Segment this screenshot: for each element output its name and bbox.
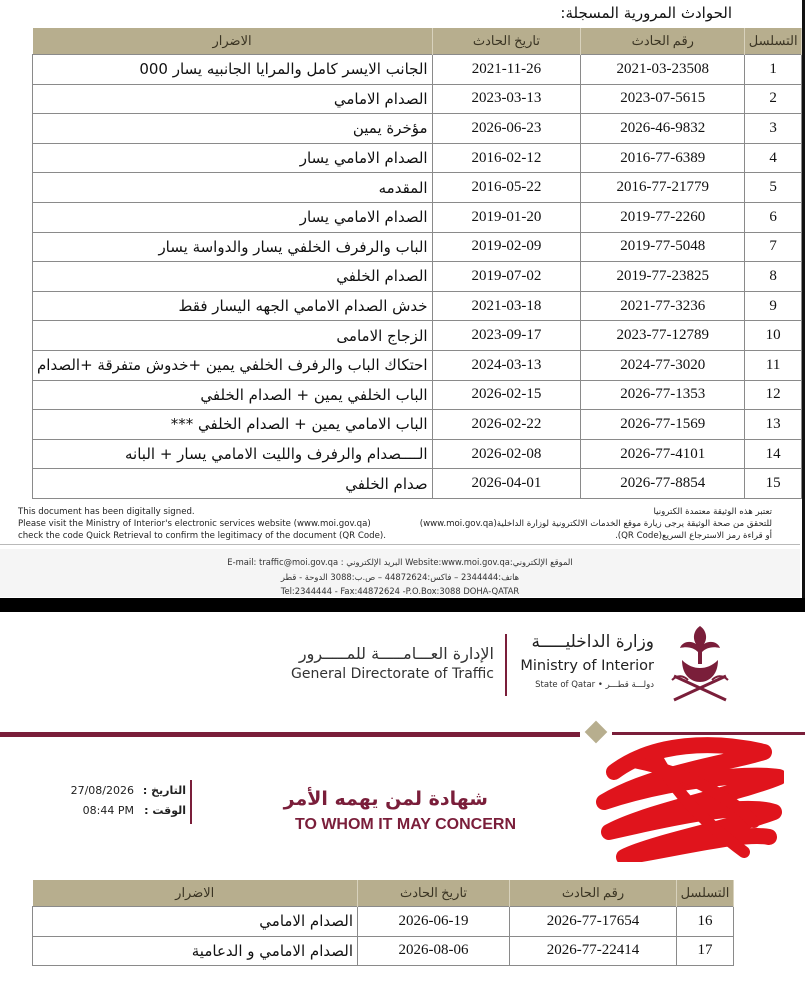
- ministry-name-en: Ministry of Interior: [520, 658, 654, 674]
- footer-en-line: check the code Quick Retrieval to confirm the legitimacy of the document (QR Code).: [18, 531, 386, 541]
- cell-date: 2019-02-09: [432, 232, 581, 262]
- table-row: [33, 907, 734, 937]
- table-row: [33, 936, 734, 966]
- table-row: [33, 232, 802, 262]
- table-header-row: [33, 880, 734, 907]
- cell-damage: الــــصدام والرفرف والليت الامامي يسار + البانه: [33, 439, 433, 469]
- date-value: 27/08/2026: [70, 784, 134, 797]
- cell-seq: 17: [677, 936, 734, 966]
- cell-seq: 4: [745, 143, 802, 173]
- document-page-2: [0, 612, 805, 1000]
- cell-accident-no: 2021-03-23508: [581, 55, 745, 85]
- cell-damage: الجانب الايسر كامل والمرايا الجانبيه يسار 000: [33, 55, 433, 85]
- footer-ar-line: تعتبر هذه الوثيقة معتمدة الكترونيا: [653, 507, 772, 517]
- redaction-scribble: [594, 732, 784, 862]
- table-row: [33, 291, 802, 321]
- col-header-seq: التسلسل: [677, 880, 734, 907]
- footer-en-line: This document has been digitally signed.: [18, 507, 195, 517]
- cell-date: 2019-01-20: [432, 202, 581, 232]
- cell-accident-no: 2026-46-9832: [581, 114, 745, 144]
- col-header-damage: الاضرار: [33, 28, 433, 55]
- table-row: [33, 84, 802, 114]
- cell-accident-no: 2019-77-5048: [581, 232, 745, 262]
- certificate-title-ar: شهادة لمن يهمه الأمر: [283, 788, 488, 810]
- cell-seq: 5: [745, 173, 802, 203]
- cell-damage: الصدام الخلفي: [33, 262, 433, 292]
- contact-line-ar: هاتف:2344444 – فاكس:44872624 – ص.ب:3088 الدوحة - قطر: [280, 572, 520, 582]
- cell-accident-no: 2016-77-21779: [581, 173, 745, 203]
- table-row: [33, 380, 802, 410]
- accidents-table-continued: [32, 880, 734, 966]
- cell-date: 2026-02-15: [432, 380, 581, 410]
- footer-ar-line: للتحقق من صحة الوثيقة يرجى زيارة موقع الخدمات الالكترونية لوزارة الداخلية(www.moi.gov.qa): [419, 519, 772, 529]
- section-heading: الحوادث المرورية المسجلة:: [560, 4, 732, 22]
- cell-date: 2026-04-01: [432, 469, 581, 499]
- cell-seq: 14: [745, 439, 802, 469]
- footer-en-line: Please visit the Ministry of Interior's electronic services website (www.moi.gov.qa): [18, 519, 371, 529]
- col-header-seq: التسلسل: [745, 28, 802, 55]
- cell-accident-no: 2023-77-12789: [581, 321, 745, 351]
- cell-damage: المقدمه: [33, 173, 433, 203]
- cell-accident-no: 2021-77-3236: [581, 291, 745, 321]
- cell-date: 2024-03-13: [432, 350, 581, 380]
- cell-seq: 10: [745, 321, 802, 351]
- footer-divider: [0, 544, 800, 545]
- table-row: [33, 173, 802, 203]
- logo-divider: [505, 634, 507, 696]
- table-header-row: [33, 28, 802, 55]
- cell-seq: 16: [677, 907, 734, 937]
- cell-damage: الباب الخلفي يمين + الصدام الخلفي: [33, 380, 433, 410]
- table-row: [33, 410, 802, 440]
- col-header-accident-no: رقم الحادث: [510, 880, 677, 907]
- table-row: [33, 469, 802, 499]
- moi-emblem-icon: [668, 620, 732, 704]
- header-rule-left: [0, 732, 580, 737]
- cell-date: 2026-06-23: [432, 114, 581, 144]
- cell-damage: الصدام الامامي: [33, 84, 433, 114]
- cell-damage: الباب والرفرف الخلفي يسار والدواسة يسار: [33, 232, 433, 262]
- directorate-name-en: General Directorate of Traffic: [291, 666, 494, 682]
- cell-date: 2019-07-02: [432, 262, 581, 292]
- cell-damage: خدش الصدام الامامي الجهه اليسار فقط: [33, 291, 433, 321]
- cell-date: 2026-08-06: [358, 936, 510, 966]
- col-header-accident-no: رقم الحادث: [581, 28, 745, 55]
- cell-damage: الصدام الامامي يسار: [33, 202, 433, 232]
- cell-seq: 7: [745, 232, 802, 262]
- cell-date: 2016-02-12: [432, 143, 581, 173]
- col-header-damage: الاضرار: [33, 880, 358, 907]
- cell-seq: 15: [745, 469, 802, 499]
- cell-accident-no: 2019-77-23825: [581, 262, 745, 292]
- cell-damage: مؤخرة يمين: [33, 114, 433, 144]
- cell-date: 2026-06-19: [358, 907, 510, 937]
- table-row: [33, 143, 802, 173]
- cell-seq: 12: [745, 380, 802, 410]
- date-divider: [190, 780, 192, 824]
- accidents-table-body: [33, 907, 734, 966]
- state-name: State of Qatar • دولـــة قطـــر: [535, 680, 654, 690]
- cell-seq: 2: [745, 84, 802, 114]
- cell-date: 2021-11-26: [432, 55, 581, 85]
- cell-seq: 6: [745, 202, 802, 232]
- cell-accident-no: 2026-77-1569: [581, 410, 745, 440]
- table-row: [33, 202, 802, 232]
- directorate-name-ar: الإدارة العـــامـــــة للمـــــرور: [298, 644, 494, 663]
- time-value: 08:44 PM: [82, 804, 134, 817]
- cell-damage: الصدام الامامي يسار: [33, 143, 433, 173]
- cell-date: 2016-05-22: [432, 173, 581, 203]
- digital-signature-note-en: [18, 506, 386, 542]
- cell-damage: الزجاج الامامى: [33, 321, 433, 351]
- cell-date: 2023-03-13: [432, 84, 581, 114]
- table-row: [33, 114, 802, 144]
- cell-damage: صدام الخلفي: [33, 469, 433, 499]
- certificate-title-en: TO WHOM IT MAY CONCERN: [294, 816, 516, 833]
- cell-accident-no: 2016-77-6389: [581, 143, 745, 173]
- col-header-date: تاريخ الحادث: [432, 28, 581, 55]
- accidents-table: [32, 28, 802, 499]
- table-row: [33, 55, 802, 85]
- cell-accident-no: 2026-77-17654: [510, 907, 677, 937]
- cell-accident-no: 2023-07-5615: [581, 84, 745, 114]
- date-label: التاريخ :: [142, 784, 186, 797]
- table-row: [33, 350, 802, 380]
- cell-date: 2026-02-08: [432, 439, 581, 469]
- cell-damage: احتكاك الباب والرفرف الخلفي يمين +خدوش متفرقة +الصدام: [33, 350, 433, 380]
- cell-accident-no: 2026-77-22414: [510, 936, 677, 966]
- col-header-date: تاريخ الحادث: [358, 880, 510, 907]
- cell-date: 2023-09-17: [432, 321, 581, 351]
- accidents-table-body: [33, 55, 802, 499]
- cell-damage: الصدام الامامي و الدعامية: [33, 936, 358, 966]
- cell-seq: 1: [745, 55, 802, 85]
- ministry-name-ar: وزارة الداخليـــــة: [531, 632, 654, 652]
- cell-seq: 11: [745, 350, 802, 380]
- cell-seq: 8: [745, 262, 802, 292]
- time-label: الوقت :: [144, 804, 186, 817]
- table-row: [33, 439, 802, 469]
- footer-ar-line: أو قراءة رمز الاسترجاع السريع(QR Code).: [615, 531, 772, 541]
- cell-date: 2026-02-22: [432, 410, 581, 440]
- cell-accident-no: 2024-77-3020: [581, 350, 745, 380]
- page-separator: [0, 598, 805, 612]
- contact-line-email: E-mail: traffic@moi.gov.qa : البريد الإلكتروني Website:www.moi.gov.qa:الموقع الإلكتروني: [227, 557, 573, 567]
- cell-accident-no: 2026-77-1353: [581, 380, 745, 410]
- contact-line-en: Tel:2344444 - Fax:44872624 -P.O.Box:3088 DOHA-QATAR: [280, 586, 520, 596]
- cell-damage: الصدام الامامي: [33, 907, 358, 937]
- cell-seq: 13: [745, 410, 802, 440]
- cell-seq: 3: [745, 114, 802, 144]
- cell-accident-no: 2026-77-8854: [581, 469, 745, 499]
- cell-seq: 9: [745, 291, 802, 321]
- cell-accident-no: 2019-77-2260: [581, 202, 745, 232]
- cell-damage: الباب الامامي يمين + الصدام الخلفي ***: [33, 410, 433, 440]
- table-row: [33, 262, 802, 292]
- digital-signature-note-ar: [420, 506, 772, 542]
- cell-accident-no: 2026-77-4101: [581, 439, 745, 469]
- table-row: [33, 321, 802, 351]
- cell-date: 2021-03-18: [432, 291, 581, 321]
